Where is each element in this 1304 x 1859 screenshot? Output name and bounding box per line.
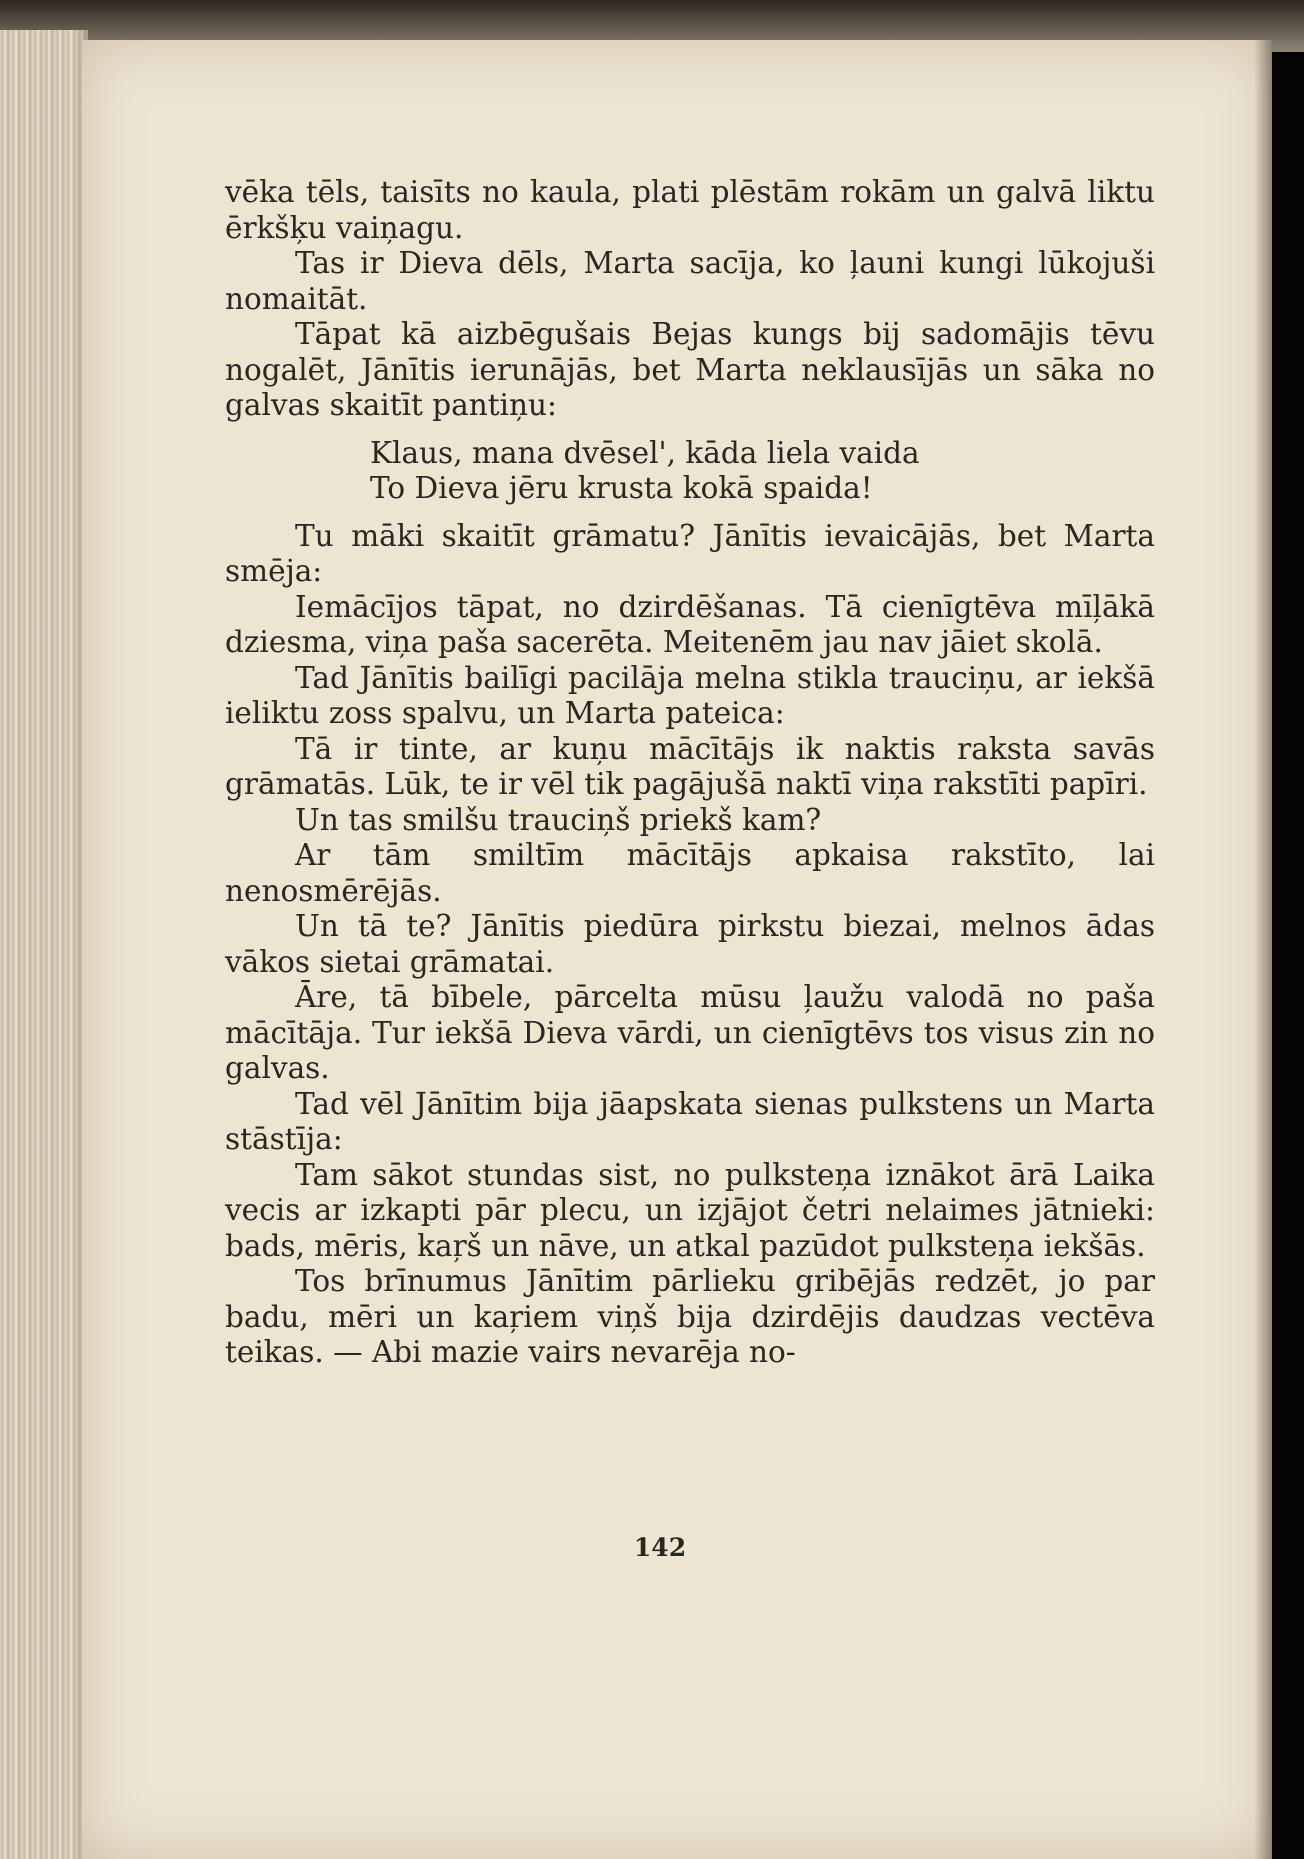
paragraph: Tad vēl Jānītim bija jāapskata sienas pulkstens un Marta stāstīja: (225, 1086, 1155, 1156)
paragraph: Tā ir tinte, ar kuņu mācītājs ik naktis raksta savās grāmatās. Lūk, te ir vēl tik pagājušā naktī viņa rakstīti papīri. (225, 731, 1155, 801)
paragraph: Ar tām smiltīm mācītājs apkaisa rakstīto, lai nenosmērējās. (225, 838, 1155, 908)
paragraph: Tāpat kā aizbēgušais Bejas kungs bij sadomājis tēvu nogalēt, Jānītis ierunājās, bet Marta neklausījās un sāka no galvas skaitīt pantiņu: (225, 317, 1155, 422)
paragraph: Tas ir Dieva dēls, Marta sacīja, ko ļauni kungi lūkojuši nomaitāt. (225, 246, 1155, 316)
paragraph: Tos brīnumus Jānītim pārlieku gribējās redzēt, jo par badu, mēri un kaŗiem viņš bija dzirdējis daudzas vectēva teikas. — Abi mazie vairs nevarēja no- (225, 1264, 1155, 1369)
paragraph: Tam sākot stundas sist, no pulksteņa iznākot ārā Laika vecis ar izkapti pār plecu, un izjājot četri nelaimes jātnieki: bads, mēris, kaŗš un nāve, un atkal pazūdot pulksteņa iekšās. (225, 1157, 1155, 1263)
verse-line: To Dieva jēru krusta kokā spaida! (370, 471, 873, 505)
paragraph: Iemācījos tāpat, no dzirdēšanas. Tā cienīgtēva mīļākā dziesma, viņa paša sacerēta. Meitenēm jau nav jāiet skolā. (225, 589, 1155, 659)
verse (370, 436, 1155, 507)
paragraph: Un tā te? Jānītis piedūra pirkstu biezai, melnos ādas vākos sietai grāmatai. (225, 909, 1155, 979)
paragraph: Tu māki skaitīt grāmatu? Jānītis ievaicājās, bet Marta smēja: (225, 518, 1155, 588)
paragraph: Āre, tā bībele, pārcelta mūsu ļaužu valodā no paša mācītāja. Tur iekšā Dieva vārdi, un cienīgtēvs tos visus zin no galvas. (225, 980, 1155, 1085)
paragraph: vēka tēls, taisīts no kaula, plati plēstām rokām un galvā liktu ērkšķu vaiņagu. (225, 175, 1155, 245)
page-edges (0, 30, 88, 1859)
page-number: 142 (633, 1533, 687, 1562)
paragraph: Tad Jānītis bailīgi pacilāja melna stikla trauciņu, ar iekšā ieliktu zoss spalvu, un Marta pateica: (225, 660, 1155, 730)
paragraph: Un tas smilšu trauciņš priekš kam? (295, 802, 822, 837)
page-text (225, 175, 1155, 1371)
verse-line: Klaus, mana dvēsel', kāda liela vaida (370, 435, 920, 470)
